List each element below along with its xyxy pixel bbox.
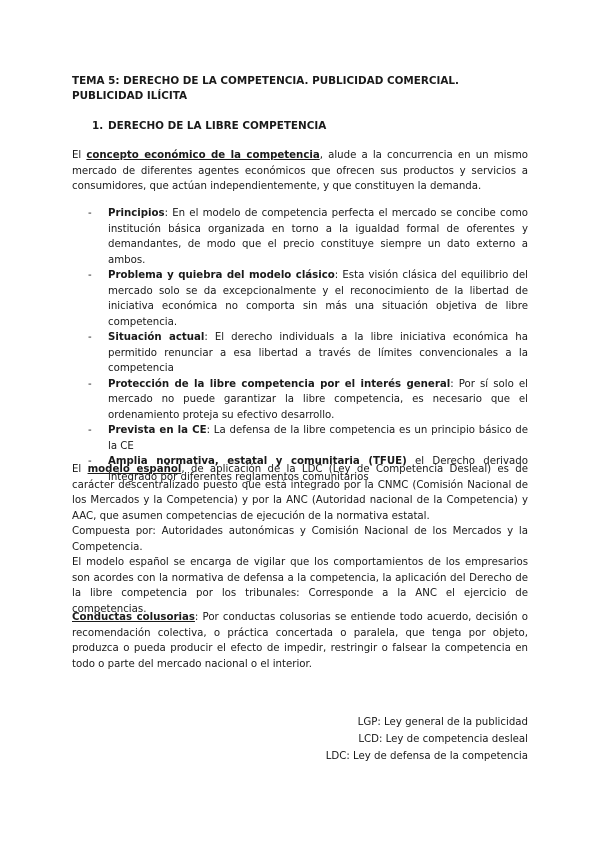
section-heading [92,120,326,132]
list-item-text: el Derecho derivado integrado por diferentes reglamentos comunitarios [108,456,528,483]
list-item [88,330,528,377]
list-item [88,268,528,330]
list-item [88,377,528,424]
modelo-term: modelo español [87,464,182,475]
section-number: 1. [92,120,104,132]
list-item [88,206,528,268]
conductas-term: Conductas colusorias [72,612,195,623]
list-item-text: : El derecho individuals a la libre iniciativa económica ha permitido renunciar a esa libertad a través de límites convencionales a la competencia [108,332,528,374]
list-item-term: Situación actual [108,332,205,343]
conductas-paragraph [72,610,528,672]
list-item-term: Principios [108,208,165,219]
dash-bullet-icon: - [88,332,92,343]
modelo-paragraph [72,462,528,617]
dash-bullet-icon: - [88,456,92,467]
modelo-main [72,462,528,524]
intro-term: concepto económico de la competencia [86,150,320,161]
dash-bullet-icon: - [88,425,92,436]
list-item-term: Amplia normativa, estatal y comunitaria (TFUE) [108,456,407,467]
list-item-text: : Esta visión clásica del equilibrio del mercado solo se da excepcionalmente y el reconocimiento de la libertad de iniciativa económica no comporta sin más una situación objetiva de libre competencia. [108,270,529,328]
abbreviation-lcd: LCD: Ley de competencia desleal [358,734,528,745]
modelo-text: , de aplicación de la LDC (Ley de Competencia Desleal) es de carácter descentralizado puesto que está integrado por la CNMC (Comisión Nacional de los Mercados y la Competencia) y por la ANC (Autoridad nacional de la Competencia) y AAC, que asumen competencias de ejecución de la normativa estatal. [72,464,528,522]
list-item-text: : Por sí solo el mercado no puede garantizar la libre competencia, es necesario que el ordenamiento proteja su efectivo desarrollo. [108,378,528,421]
modelo-encarga: El modelo español se encarga de vigilar que los comportamientos de los empresarios son acordes con la normativa de defensa a la competencia, la aplicación del Derecho de la libre competencia por los tribunales: Corresponde a la ANC el ejercicio de competencias. [72,557,528,615]
dash-bullet-icon: - [88,208,92,219]
intro-text: , alude a la concurrencia en un mismo mercado de diferentes agentes económicos que ofrecen sus productos y servicios a consumidores, que actúan independientemente, y que constituyen la demanda. [72,150,528,192]
list-item-text: : La defensa de la libre competencia es un principio básico de la CE [108,425,528,452]
document-title: TEMA 5: DERECHO DE LA COMPETENCIA. PUBLICIDAD COMERCIAL. PUBLICIDAD ILÍCITA [72,75,459,102]
list-item-text: : En el modelo de competencia perfecta el mercado se concibe como institución básica organizada en torno a la igualdad formal de oferentes y demandantes, de modo que el precio constituye siempre un dato externo a ambos. [108,208,528,266]
list-item [88,423,528,454]
intro-paragraph [72,148,528,195]
abbreviations-block [326,714,528,765]
dash-bullet-icon: - [88,270,92,281]
abbreviation-lgp: LGP: Ley general de la publicidad [357,717,528,728]
list-item-term: Protección de la libre competencia por el interés general [108,378,451,390]
abbreviation-ldc: LDC: Ley de defensa de la competencia [325,751,528,762]
modelo-pre: El [72,464,88,475]
list-item-term: Problema y quiebra del modelo clásico [108,270,335,281]
list-item-term: Prevista en la CE [108,425,207,436]
bullet-list [88,206,528,485]
dash-bullet-icon: - [88,378,92,390]
modelo-compuesta: Compuesta por: Autoridades autonómicas y Comisión Nacional de los Mercados y la Competencia. [72,526,528,553]
intro-pre: El [72,150,87,161]
conductas-text: : Por conductas colusorias se entiende todo acuerdo, decisión o recomendación colectiva, o práctica concertada o paralela, que tenga por objeto, produzca o pueda producir el efecto de impedir, restringir o falsear la competencia en todo o parte del mercado nacional o el interior. [72,612,529,670]
section-title: DERECHO DE LA LIBRE COMPETENCIA [108,120,327,132]
